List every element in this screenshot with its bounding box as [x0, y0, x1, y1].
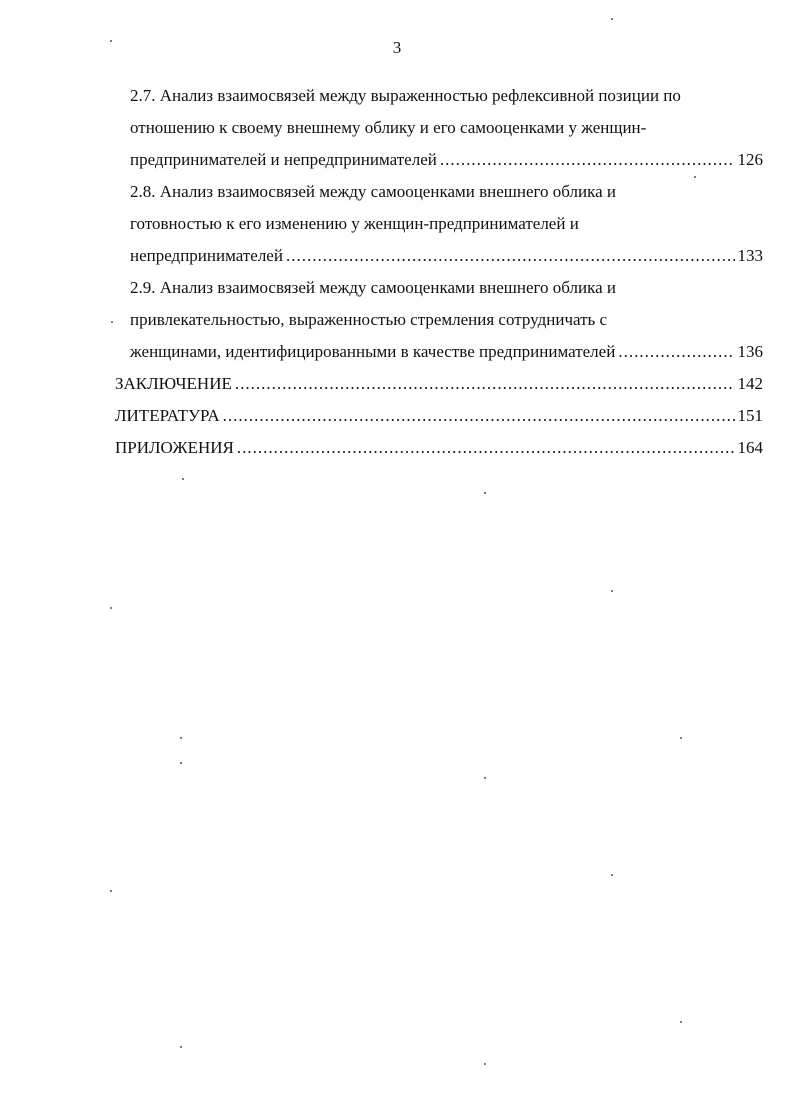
toc-entry-title: ЗАКЛЮЧЕНИЕ [115, 374, 232, 393]
toc-entry-conclusion[interactable] [115, 374, 763, 406]
toc-page-number: 136 [737, 342, 763, 361]
toc-entry-appendices[interactable] [115, 438, 763, 470]
leader-dots [237, 438, 735, 458]
leader-dots [618, 342, 734, 362]
toc-entry-line: женщинами, идентифицированными в качестве предпринимателей [130, 342, 616, 361]
scan-speck [484, 1063, 486, 1065]
table-of-contents [115, 86, 763, 470]
scan-speck [180, 1046, 182, 1048]
toc-page-number: 151 [737, 406, 763, 425]
scan-speck [680, 737, 682, 739]
toc-entry-line: 2.9. Анализ взаимосвязей между самооценками внешнего облика и [130, 278, 617, 297]
toc-entry-line: готовностью к его изменению у женщин-предпринимателей и [130, 214, 579, 233]
leader-dots [286, 246, 735, 266]
scan-speck [180, 737, 182, 739]
scan-speck [111, 321, 113, 323]
scan-speck [110, 607, 112, 609]
page-number: 3 [392, 38, 402, 57]
scan-speck [484, 492, 486, 494]
leader-dots [440, 150, 735, 170]
toc-entry-line: 2.7. Анализ взаимосвязей между выраженностью рефлексивной позиции по [130, 86, 681, 105]
scan-speck [611, 874, 613, 876]
toc-entry-line: отношению к своему внешнему облику и его самооценками у женщин- [130, 118, 647, 137]
scan-speck [484, 777, 486, 779]
toc-entry-2-8[interactable] [115, 182, 763, 278]
toc-entry-line: непредпринимателей [130, 246, 283, 265]
scan-speck [182, 478, 184, 480]
scan-speck [110, 40, 112, 42]
toc-entry-literature[interactable] [115, 406, 763, 438]
toc-page-number: 164 [737, 438, 763, 457]
toc-entry-2-7[interactable] [115, 86, 763, 182]
toc-entry-title: ПРИЛОЖЕНИЯ [115, 438, 234, 457]
toc-page-number: 133 [737, 246, 763, 265]
scan-speck [180, 762, 182, 764]
toc-page-number: 126 [737, 150, 763, 169]
toc-entry-line: предпринимателей и непредпринимателей [130, 150, 437, 169]
toc-entry-line: 2.8. Анализ взаимосвязей между самооценками внешнего облика и [130, 182, 617, 201]
toc-entry-title: ЛИТЕРАТУРА [115, 406, 220, 425]
scan-speck [110, 890, 112, 892]
leader-dots [235, 374, 735, 394]
scan-speck [694, 176, 696, 178]
toc-entry-2-9[interactable] [115, 278, 763, 374]
scan-speck [680, 1021, 682, 1023]
toc-entry-line: привлекательностью, выраженностью стремления сотрудничать с [130, 310, 608, 329]
toc-page-number: 142 [737, 374, 763, 393]
scan-speck [611, 590, 613, 592]
scan-speck [611, 18, 613, 20]
leader-dots [223, 406, 735, 426]
